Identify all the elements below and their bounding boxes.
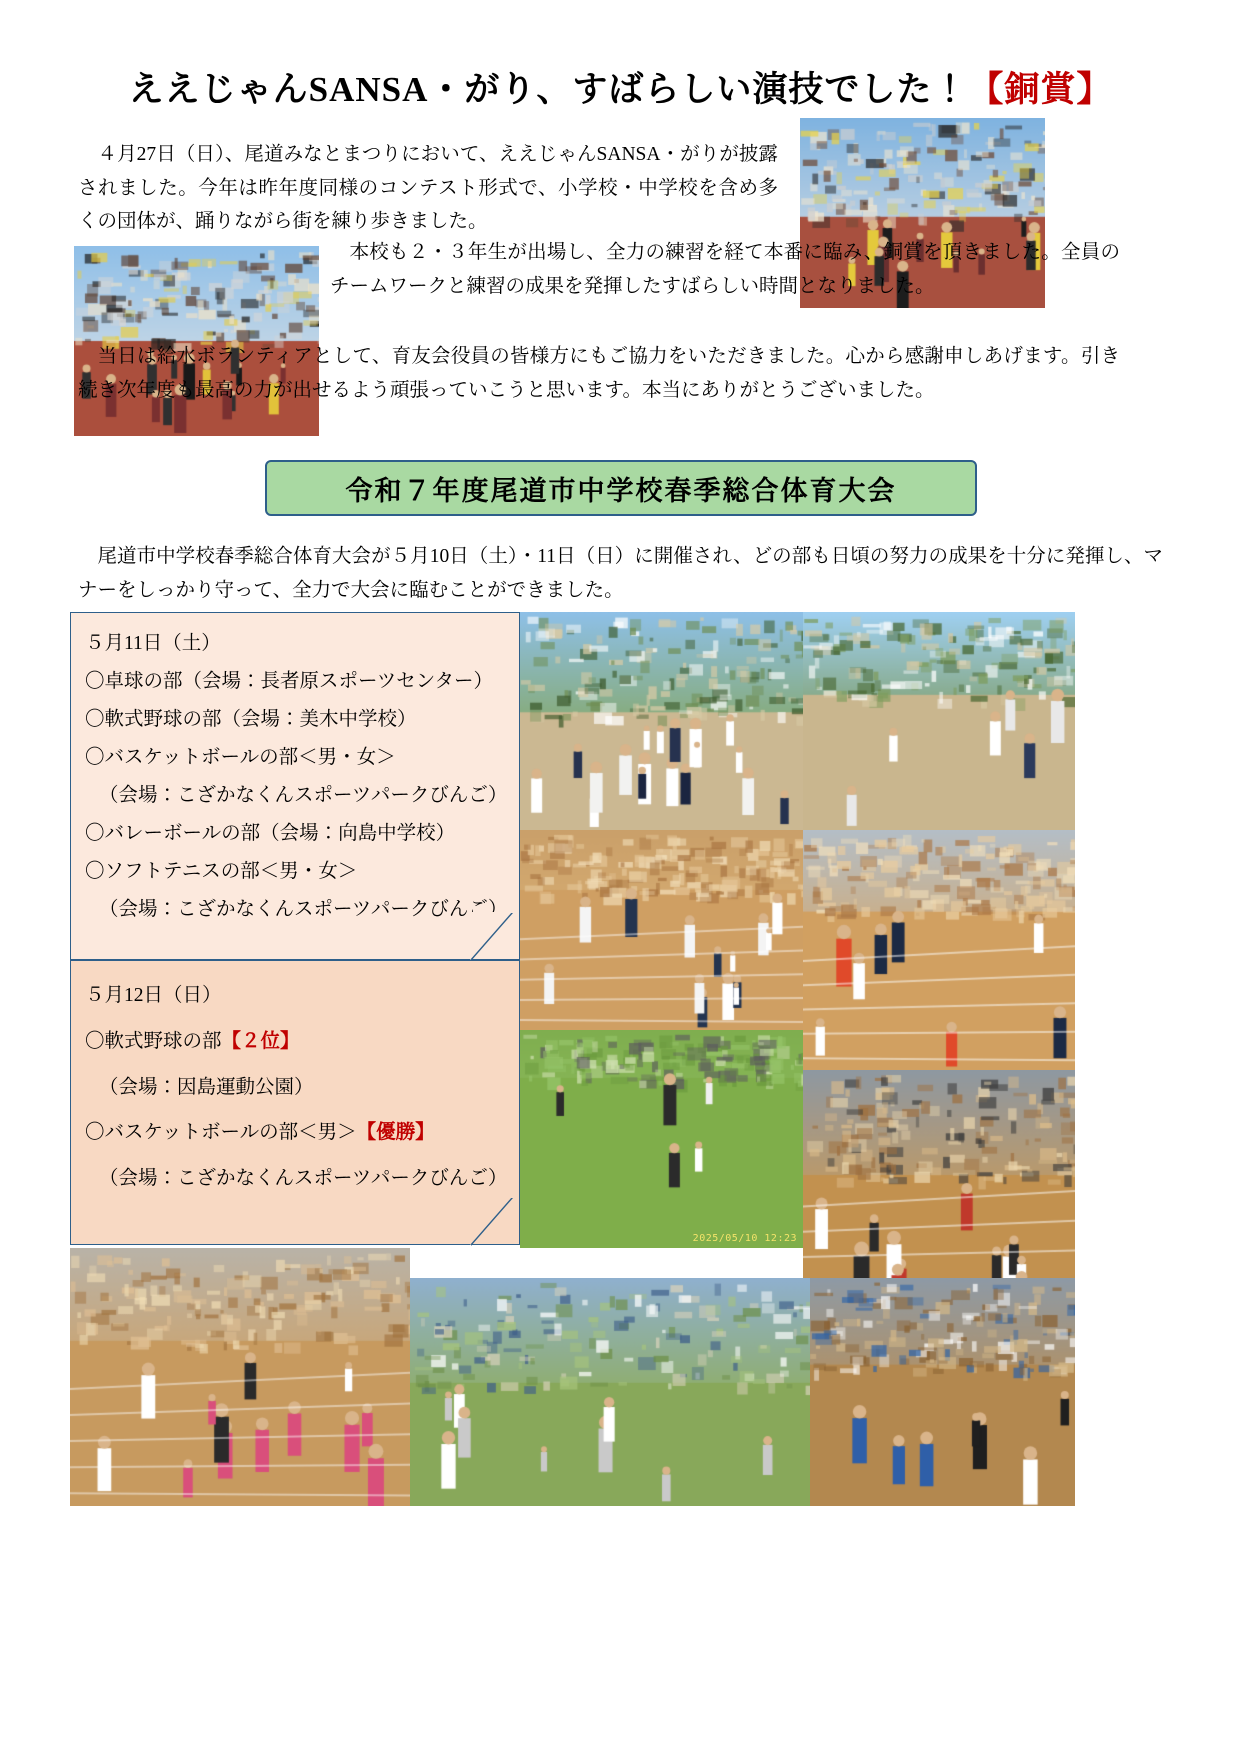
day1-item-3: 〇バスケットボールの部＜男・女＞ [85, 747, 396, 769]
section-banner [265, 460, 977, 516]
day1-item-5: 〇ソフトテニスの部＜男・女＞ [85, 861, 358, 883]
photo-canvas [520, 612, 803, 830]
schedule-box-day2 [70, 960, 520, 1245]
photo-timestamp: 2025/05/10 12:23 [692, 1233, 797, 1244]
photo-gym-game [70, 1248, 410, 1506]
day1-item-5-venue: （会場：こざかなくんスポーツパークびんご） [99, 899, 508, 921]
photo-canvas [520, 1030, 803, 1248]
paragraph-1: ４月27日（日）、尾道みなとまつりにおいて、ええじゃんSANSA・がりが披露されました。今年は昨年度同様のコンテスト形式で、小学校・中学校を含め多くの団体が、踊りながら街を練り歩きました。 [78, 144, 778, 233]
page-title-award: 【銅賞】 [968, 70, 1113, 109]
day2-item-2-label: 〇バスケットボールの部＜男＞ [85, 1122, 357, 1144]
page-title-text: ええじゃんSANSA・がり、すばらしい演技でした！ [128, 70, 969, 109]
day1-heading: ５月11日（土） [85, 633, 221, 654]
callout-tail-day1 [470, 912, 512, 960]
day1-item-1: 〇卓球の部（会場：長者原スポーツセンター） [85, 671, 493, 693]
page-title [0, 62, 1241, 112]
paragraph-3: 当日は給水ボランティアとして、育友会役員の皆様方にもご協力をいただきました。心から感謝申しあげます。引き続き次年度も最高の力が出せるよう頑張っていこうと思います。本当にありがとうございました。 [78, 346, 1120, 401]
day1-item-4: 〇バレーボールの部（会場：向島中学校） [85, 823, 456, 845]
photo-canvas [70, 1248, 410, 1506]
photo-canvas [520, 830, 803, 1030]
photo-baseball-team [520, 612, 803, 830]
callout-tail-day2 [470, 1197, 512, 1245]
photo-table-tennis [810, 1278, 1075, 1506]
day2-item-1-rank: 【２位】 [221, 1030, 300, 1052]
photo-canvas [803, 612, 1075, 830]
day1-item-3-venue: （会場：こざかなくんスポーツパークびんご） [99, 785, 508, 807]
photo-tennis-court [410, 1278, 810, 1506]
photo-soft-tennis-game [520, 1030, 803, 1248]
photo-baseball-game [803, 612, 1075, 830]
day2-heading: ５月12日（日） [85, 985, 222, 1006]
photo-basketball-game [803, 830, 1075, 1070]
photo-canvas [803, 830, 1075, 1070]
photo-canvas [410, 1278, 810, 1506]
day1-item-2: 〇軟式野球の部（会場：美木中学校） [85, 709, 417, 731]
day2-item-2 [85, 1110, 509, 1156]
day2-item-2-venue: （会場：こざかなくんスポーツパークびんご） [99, 1168, 508, 1190]
day2-item-1 [85, 1019, 509, 1065]
photo-canvas [810, 1278, 1075, 1506]
paragraph-2: 本校も２・３年生が出場し、全力の練習を経て本番に臨み、銅賞を頂きました。全員のチームワークと練習の成果を発揮したすばらしい時間となりました。 [330, 242, 1120, 297]
schedule-box-day1 [70, 612, 520, 960]
photo-basketball-team [520, 830, 803, 1030]
day2-item-1-label: 〇軟式野球の部 [85, 1030, 222, 1052]
section-banner-label: 令和７年度尾道市中学校春季総合体育大会 [345, 475, 897, 506]
paragraph-4: 尾道市中学校春季総合体育大会が５月10日（土）・11日（日）に開催され、どの部も日頃の努力の成果を十分に発揮し、マナーをしっかり守って、全力で大会に臨むことができました。 [78, 546, 1163, 601]
day2-item-2-rank: 【優勝】 [356, 1122, 435, 1144]
day2-item-1-venue: （会場：因島運動公園） [99, 1076, 314, 1098]
